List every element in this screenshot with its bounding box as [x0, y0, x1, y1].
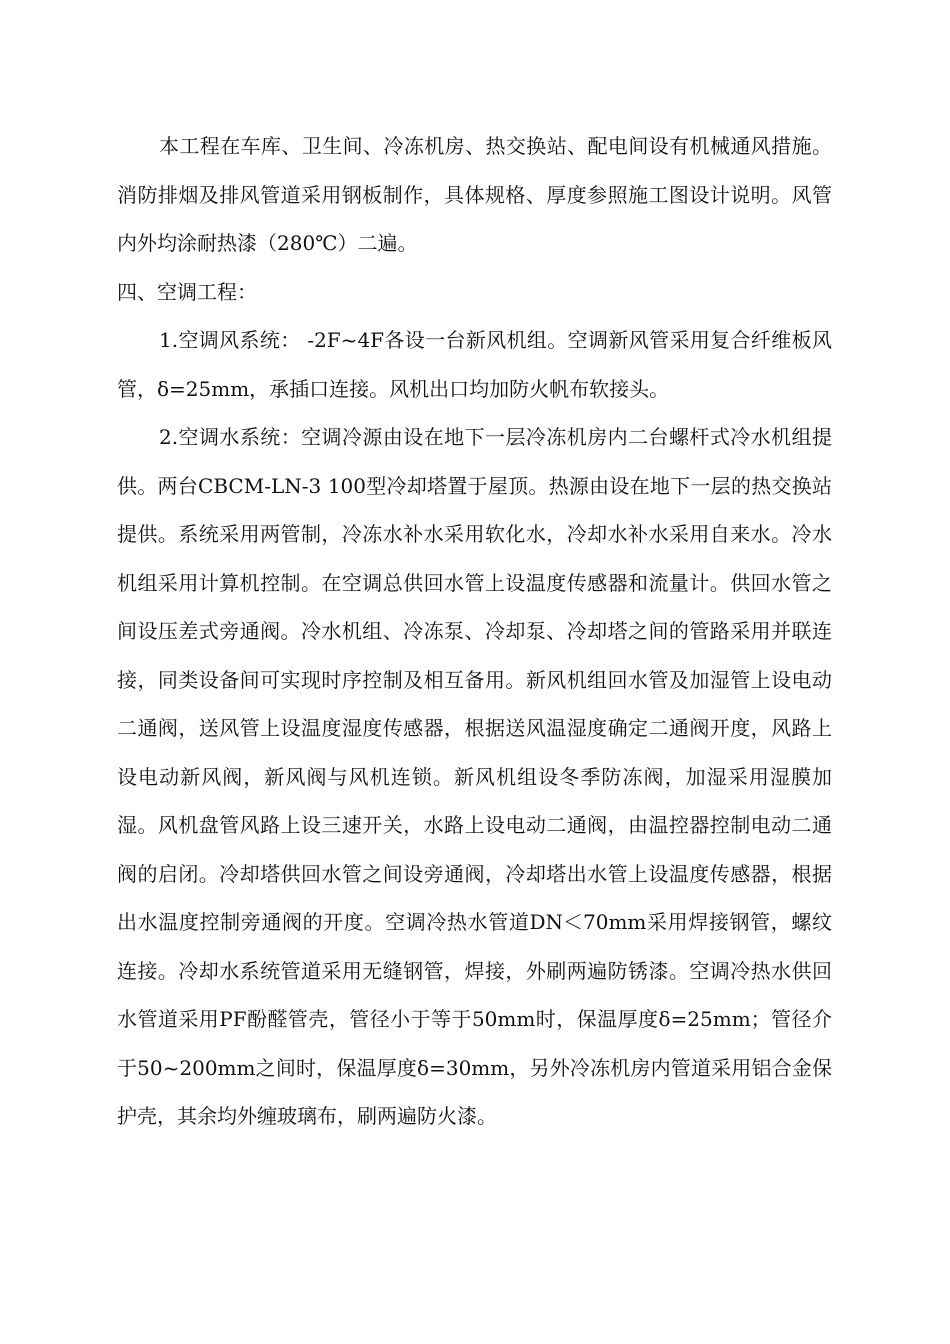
paragraph-air-system: 1.空调风系统： -2F~4F各设一台新风机组。空调新风管采用复合纤维板风管，δ=25mm，承插口连接。风机出口均加防火帆布软接头。 [117, 328, 832, 401]
section-heading-hvac: 四、空调工程： [117, 279, 257, 304]
paragraph-ventilation: 本工程在车库、卫生间、冷冻机房、热交换站、配电间设有机械通风措施。消防排烟及排风管道采用钢板制作，具体规格、厚度参照施工图设计说明。风管内外均涂耐热漆（280℃）二遍。 [117, 134, 832, 255]
paragraph-water-system: 2.空调水系统：空调冷源由设在地下一层冷冻机房内二台螺杆式冷水机组提供。两台CBCM-LN-3 100型冷却塔置于屋顶。热源由设在地下一层的热交换站提供。系统采用两管制，冷冻水补水采用软化水，冷却水补水采用自来水。冷水机组采用计算机控制。在空调总供回水管上设温度传感器和流量计。供回水管之间设压差式旁通阀。冷水机组、冷冻泵、冷却泵、冷却塔之间的管路采用并联连接，同类设备间可实现时序控制及相互备用。新风机组回水管及加湿管上设电动二通阀，送风管上设温度湿度传感器，根据送风温湿度确定二通阀开度，风路上设电动新风阀，新风阀与风机连锁。新风机组设冬季防冻阀，加湿采用湿膜加湿。风机盘管风路上设三速开关，水路上设电动二通阀，由温控器控制电动二通阀的启闭。冷却塔供回水管之间设旁通阀，冷却塔出水管上设温度传感器，根据出水温度控制旁通阀的开度。空调冷热水管道DN＜70mm采用焊接钢管，螺纹连接。冷却水系统管道采用无缝钢管，焊接，外刷两遍防锈漆。空调冷热水供回水管道采用PF酚醛管壳，管径小于等于50mm时，保温厚度δ=25mm；管径介于50~200mm之间时，保温厚度δ=30mm，另外冷冻机房内管道采用铝合金保护壳，其余均外缠玻璃布，刷两遍防火漆。 [117, 425, 832, 1128]
document-body [117, 122, 832, 1141]
